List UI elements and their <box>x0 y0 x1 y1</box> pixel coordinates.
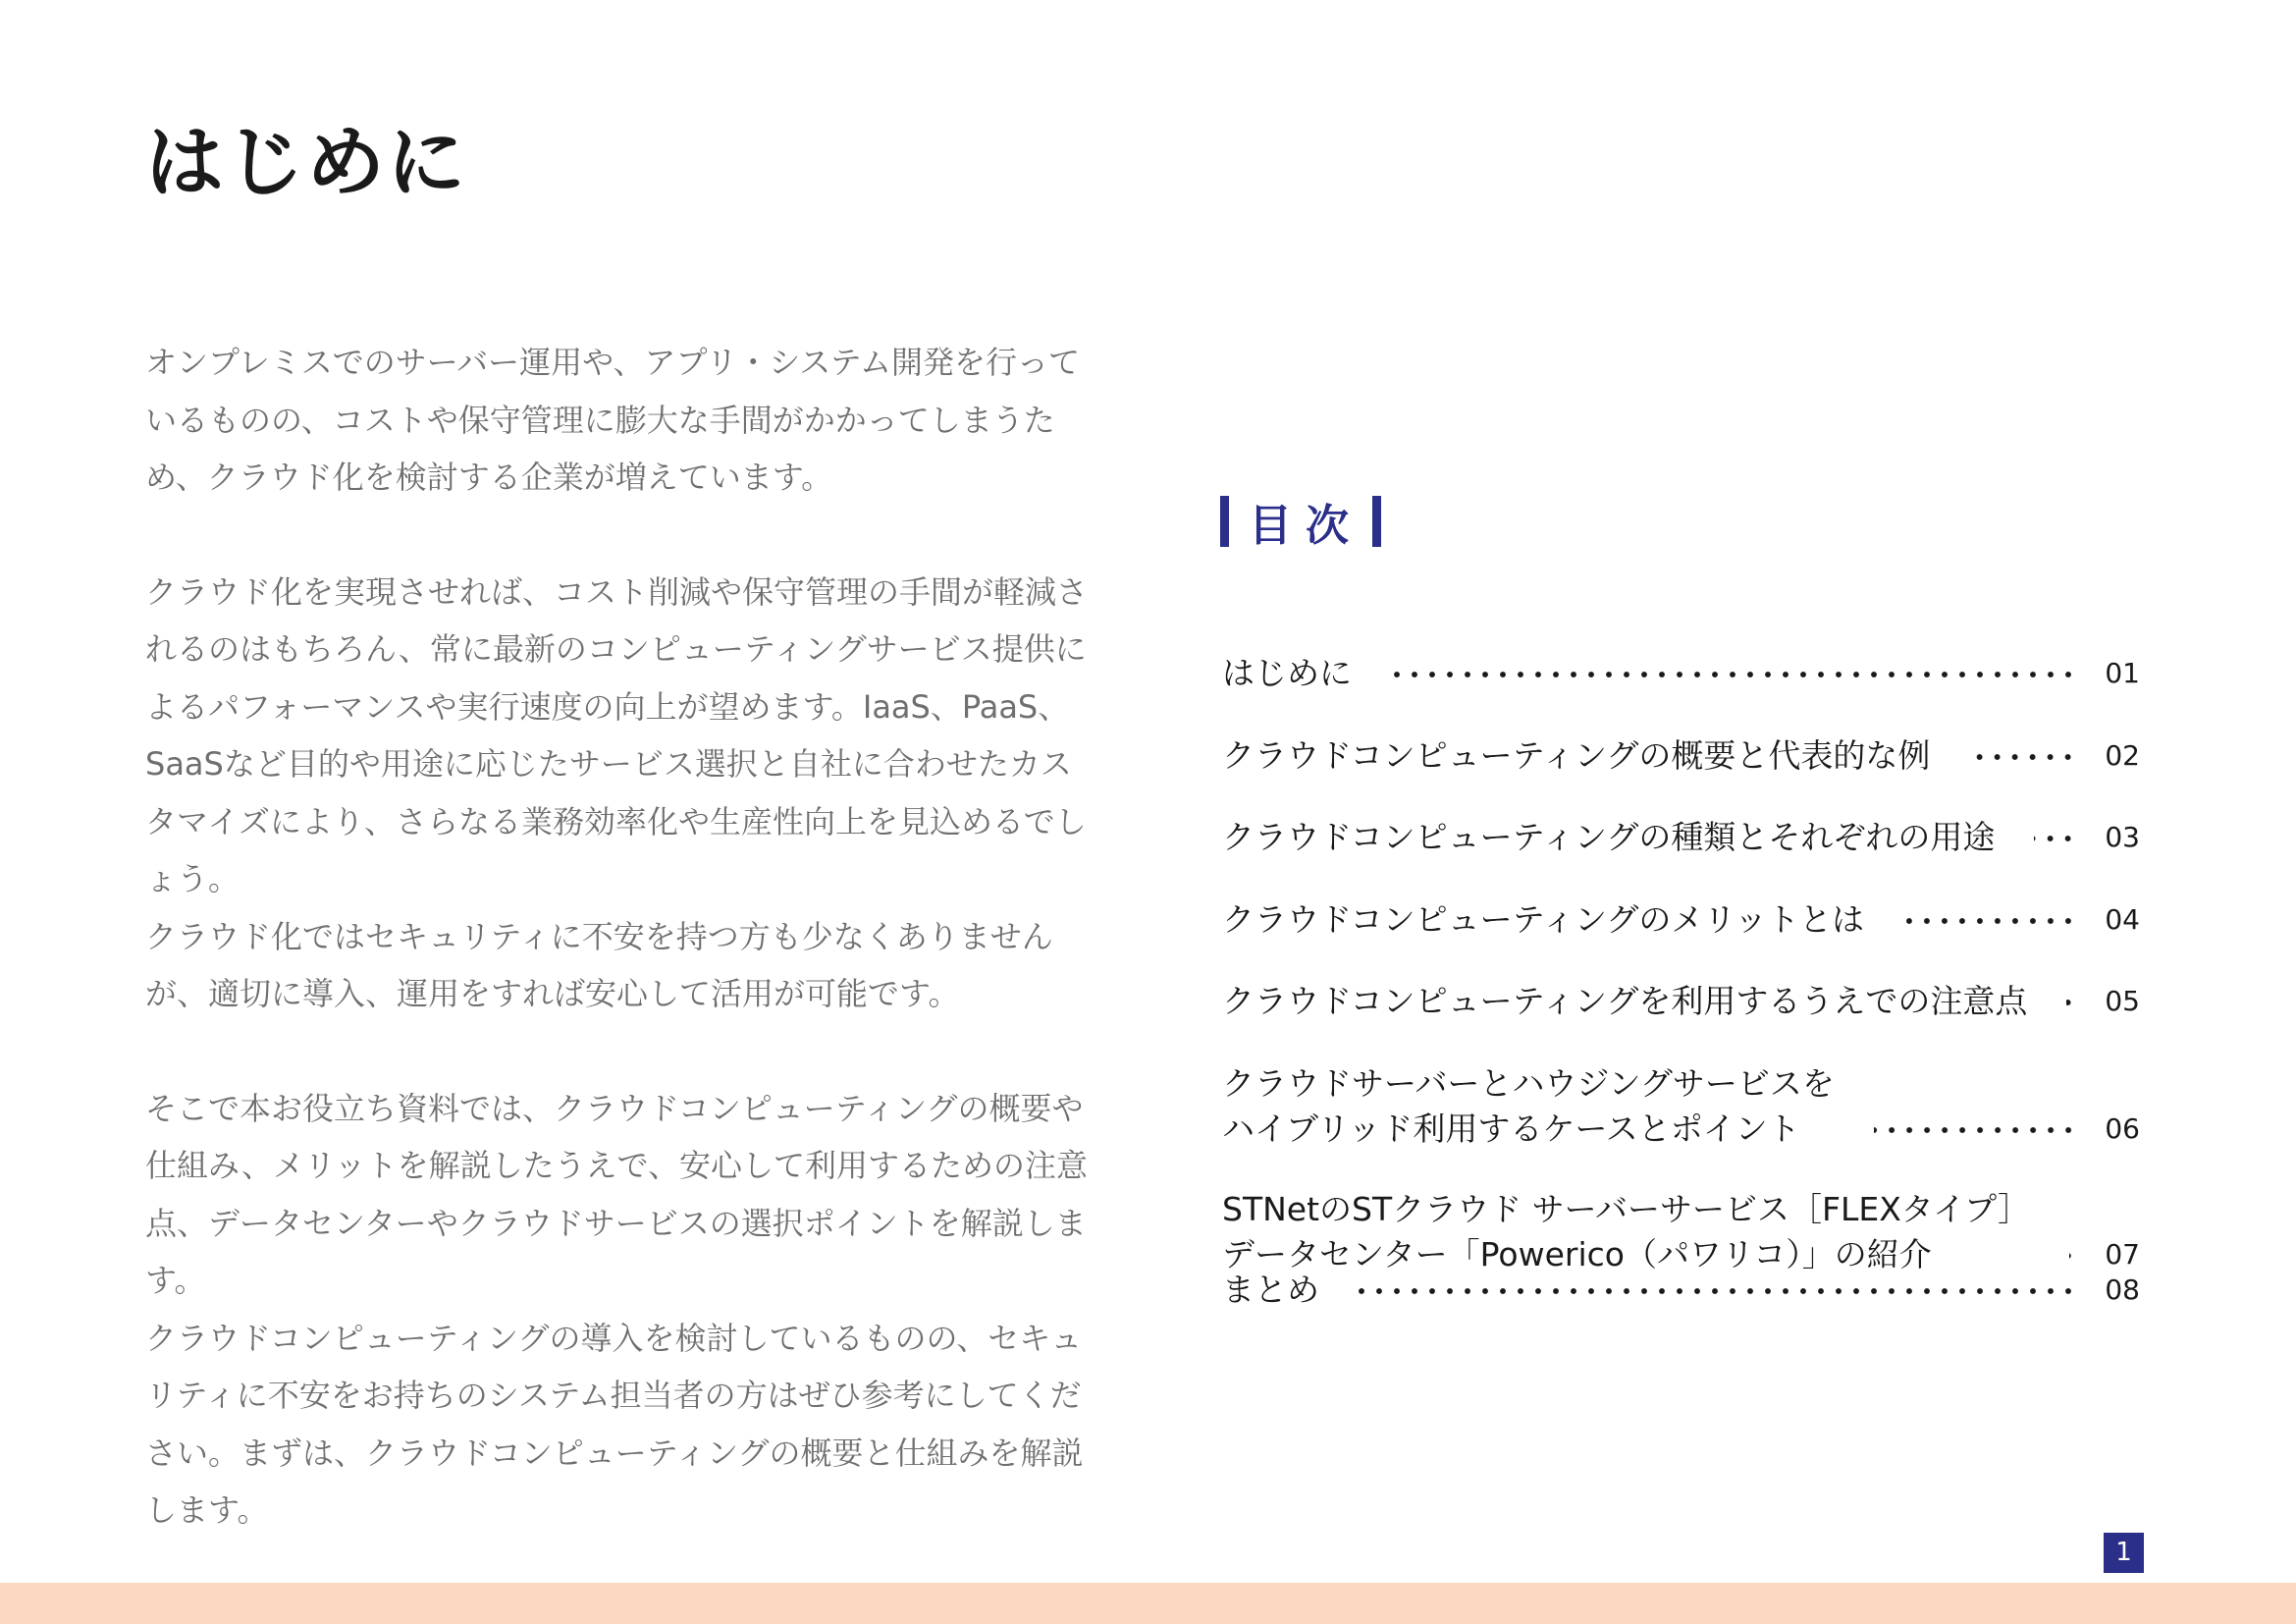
toc-item-types[interactable] <box>1222 815 2140 860</box>
toc-item-cautions[interactable] <box>1222 979 2140 1024</box>
toc-item-page: 07 <box>2105 1238 2140 1271</box>
toc-leader-dots <box>2034 827 2077 850</box>
toc-heading-bar-left <box>1220 496 1229 547</box>
toc-heading-text: 目次 <box>1249 501 1362 551</box>
intro-text <box>145 334 1088 1540</box>
intro-paragraph: クラウド化を実現させれば、コスト削減や保守管理の手間が軽減されるのはもちろん、常に最新のコンピューティングサービス提供によるパフォーマンスや実行速度の向上が望めます。IaaS、PaaS、SaaSなど目的や用途に応じたサービス選択と自社に合わせたカスタマイズにより、さらなる業務効率化や生産性向上を見込めるでしょう。 <box>145 572 1089 897</box>
toc-item-page: 01 <box>2105 657 2140 689</box>
toc-item-page: 03 <box>2105 821 2140 853</box>
toc-leader-dots <box>1359 1279 2077 1303</box>
toc-item-page: 05 <box>2105 985 2140 1017</box>
toc-leader-dots <box>1903 909 2077 933</box>
toc-leader-dots <box>2069 1244 2077 1268</box>
toc-item-introduction[interactable] <box>1222 651 2140 696</box>
toc-item-hybrid[interactable] <box>1222 1061 2140 1152</box>
intro-paragraph: オンプレミスでのサーバー運用や、アプリ・システム開発を行っているものの、コストや保守管理に膨大な手間がかかってしまうため、クラウド化を検討する企業が増えています。 <box>145 344 1081 496</box>
toc-item-label: クラウドコンピューティングの種類とそれぞれの用途 <box>1222 818 1996 856</box>
toc-item-summary[interactable] <box>1222 1268 2140 1313</box>
intro-paragraph: クラウド化ではセキュリティに不安を持つ方も少なくありませんが、適切に導入、運用をすれば安心して活用が可能です。 <box>145 917 1053 1012</box>
toc-leader-dots <box>1391 663 2077 686</box>
paragraph-gap <box>145 1023 1088 1080</box>
toc-item-page: 02 <box>2105 739 2140 772</box>
toc-item-overview[interactable] <box>1222 733 2140 779</box>
toc-item-merits[interactable] <box>1222 897 2140 943</box>
toc-item-page: 04 <box>2105 903 2140 936</box>
toc-item-label: はじめに <box>1222 654 1352 692</box>
paragraph-gap <box>145 507 1088 564</box>
toc-item-label: クラウドコンピューティングを利用するうえでの注意点 <box>1222 982 2028 1020</box>
page-number-badge: 1 <box>2104 1533 2144 1573</box>
toc-item-stnet[interactable] <box>1222 1187 2140 1277</box>
toc-heading <box>1220 496 1381 551</box>
toc-leader-dots <box>1969 745 2077 769</box>
toc-item-page: 08 <box>2105 1273 2140 1306</box>
intro-paragraph: そこで本お役立ち資料では、クラウドコンピューティングの概要や仕組み、メリットを解説したうえで、安心して利用するための注意点、データセンターやクラウドサービスの選択ポイントを解説します。 <box>145 1089 1089 1299</box>
toc-leader-dots <box>1874 1118 2077 1142</box>
toc-item-label: STNetのSTクラウド サーバーサービス［FLEXタイプ］ データセンター「Powerico（パワリコ）」の紹介 <box>1222 1190 2031 1273</box>
footer-band <box>0 1583 2296 1624</box>
toc-heading-bar-right <box>1372 496 1381 547</box>
intro-paragraph: クラウドコンピューティングの導入を検討しているものの、セキュリティに不安をお持ちのシステム担当者の方はぜひ参考にしてください。まずは、クラウドコンピューティングの概要と仕組みを解説します。 <box>145 1319 1084 1529</box>
toc-item-label: クラウドサーバーとハウジングサービスを ハイブリッド利用するケースとポイント <box>1222 1064 1835 1148</box>
toc-leader-dots <box>2066 991 2077 1014</box>
toc-item-page: 06 <box>2105 1112 2140 1145</box>
page-title: はじめに <box>145 117 467 208</box>
toc-item-label: まとめ <box>1222 1271 1319 1309</box>
toc-item-label: クラウドコンピューティングの概要と代表的な例 <box>1222 736 1931 775</box>
toc-item-label: クラウドコンピューティングのメリットとは <box>1222 900 1865 939</box>
